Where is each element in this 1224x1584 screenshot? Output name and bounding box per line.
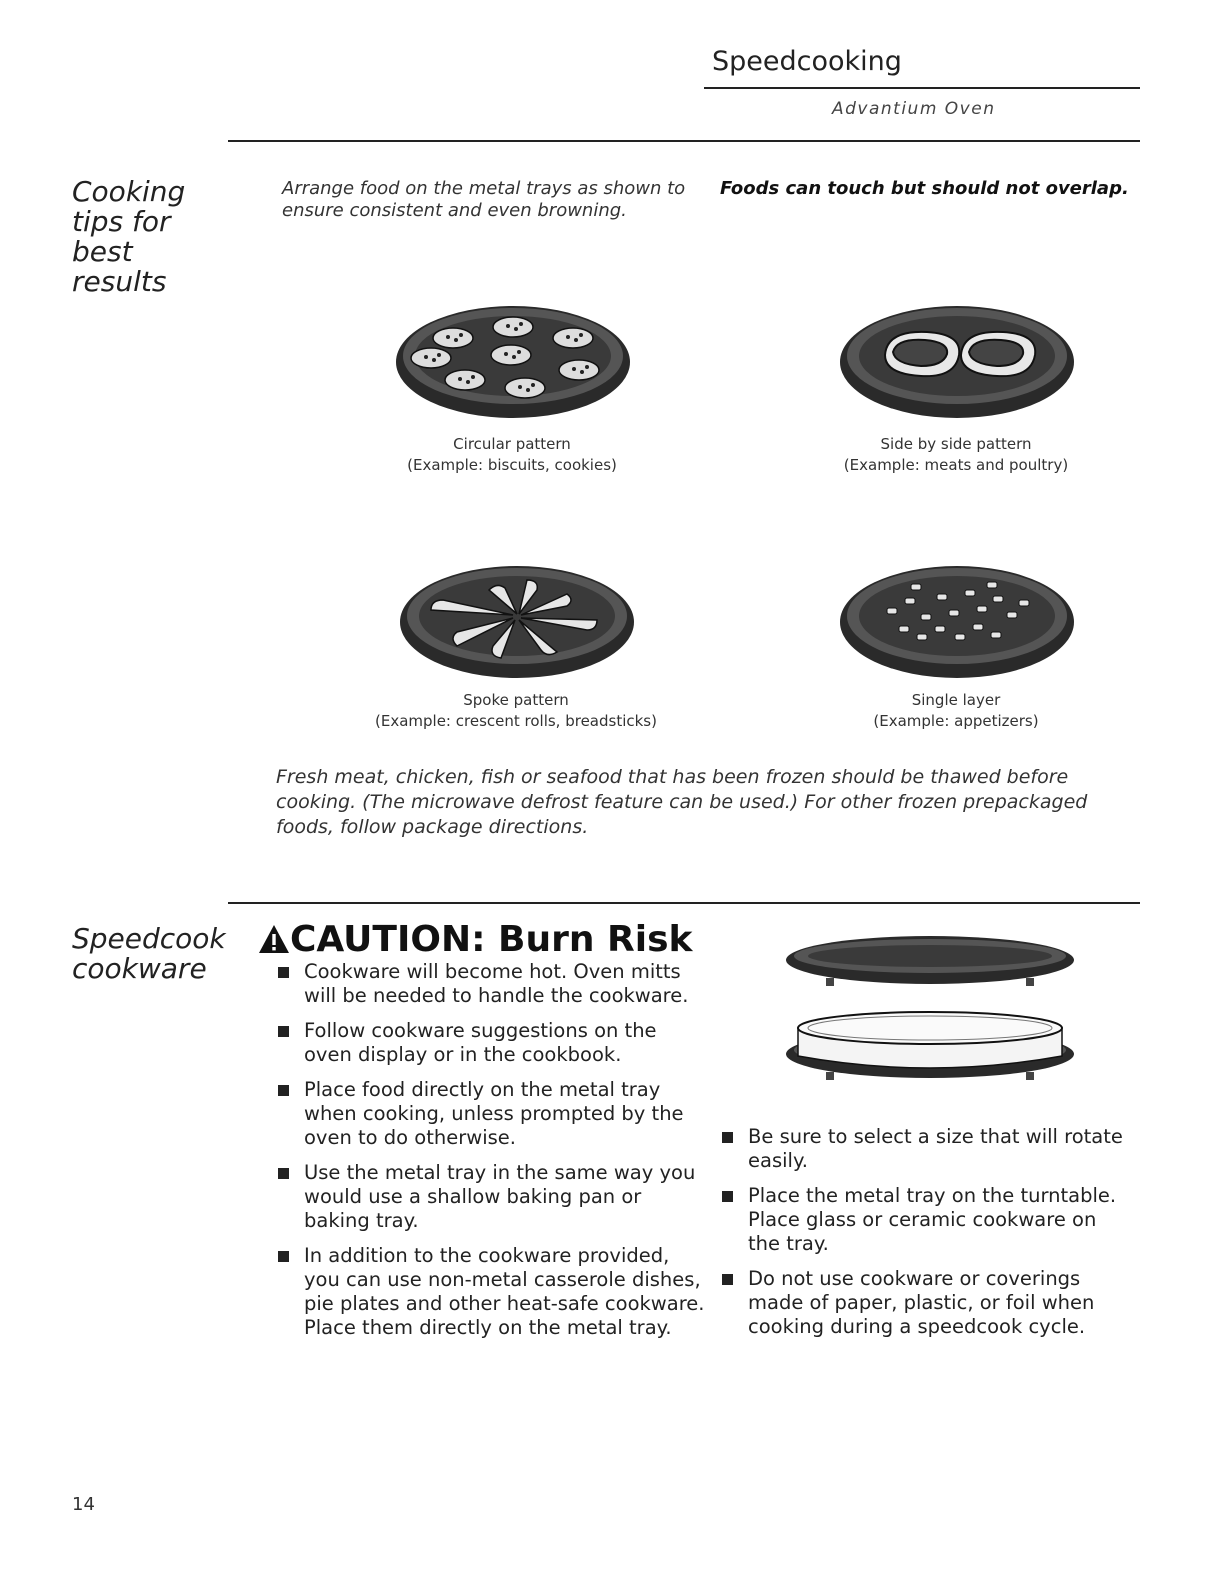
circular-pattern-caption xyxy=(352,434,672,476)
spoke-pattern-tray-illustration xyxy=(397,560,637,682)
square-bullet-icon xyxy=(278,967,289,978)
list-item xyxy=(276,1161,706,1233)
list-item xyxy=(276,1078,706,1150)
list-item-text: Do not use cookware or coverings made of paper, plastic, or foil when cooking during a speedcook cycle. xyxy=(748,1267,1095,1338)
page-number: 14 xyxy=(72,1494,95,1515)
list-item xyxy=(720,1184,1130,1256)
list-item xyxy=(276,1244,706,1340)
thawing-note: Fresh meat, chicken, fish or seafood that has been frozen should be thawed before cooking. (The microwave defrost feature can be used.) For other frozen prepackaged foods, follow package directions. xyxy=(276,766,1088,838)
metal-tray-and-casserole-illustration xyxy=(782,930,1078,1090)
square-bullet-icon xyxy=(722,1274,733,1285)
list-item xyxy=(720,1267,1130,1339)
list-item-text: In addition to the cookware provided, you can use non-metal casserole dishes, pie plates and other heat-safe cookware. Place them directly on the metal tray. xyxy=(304,1244,705,1339)
single-layer-tray-illustration xyxy=(837,560,1077,682)
cookware-left-list xyxy=(276,960,706,1351)
list-item-text: Place food directly on the metal tray when cooking, unless prompted by the oven to do otherwise. xyxy=(304,1078,684,1149)
side-by-side-caption xyxy=(796,434,1116,476)
square-bullet-icon xyxy=(278,1251,289,1262)
section-divider-top xyxy=(228,140,1140,142)
pattern-name: Spoke pattern xyxy=(463,691,569,709)
list-item xyxy=(720,1125,1130,1173)
side-by-side-tray-illustration xyxy=(837,300,1077,420)
caution-text: Burn Risk xyxy=(498,919,693,960)
list-item xyxy=(276,960,706,1008)
list-item-text: Place the metal tray on the turntable. Place glass or ceramic cookware on the tray. xyxy=(748,1184,1117,1255)
header-short-rule xyxy=(704,87,1140,89)
single-layer-caption xyxy=(796,690,1116,732)
subtitle: Advantium Oven xyxy=(832,99,996,119)
list-item-text: Follow cookware suggestions on the oven display or in the cookbook. xyxy=(304,1019,657,1066)
list-item-text: Be sure to select a size that will rotate easily. xyxy=(748,1125,1123,1172)
list-item-text: Use the metal tray in the same way you would use a shallow baking pan or baking tray. xyxy=(304,1161,696,1232)
list-item xyxy=(276,1019,706,1067)
cookware-right-list xyxy=(720,1125,1130,1350)
speedcook-cookware-title: Speedcook cookware xyxy=(72,922,226,985)
tips-intro: Arrange food on the metal trays as shown to ensure consistent and even browning. xyxy=(282,178,686,221)
section-title: Speedcooking xyxy=(712,46,902,77)
warning-triangle-icon xyxy=(258,924,290,954)
pattern-example: (Example: meats and poultry) xyxy=(843,456,1069,474)
caution-label: CAUTION: xyxy=(290,919,486,960)
caution-heading xyxy=(258,918,692,962)
section-divider-cookware xyxy=(228,902,1140,904)
circular-pattern-tray-illustration xyxy=(393,300,633,420)
pattern-name: Circular pattern xyxy=(453,435,571,453)
tips-emphasis: Foods can touch but should not overlap. xyxy=(720,178,1129,199)
pattern-example: (Example: appetizers) xyxy=(873,712,1039,730)
pattern-example: (Example: crescent rolls, breadsticks) xyxy=(375,712,657,730)
pattern-name: Side by side pattern xyxy=(880,435,1032,453)
square-bullet-icon xyxy=(278,1168,289,1179)
pattern-example: (Example: biscuits, cookies) xyxy=(407,456,617,474)
pattern-name: Single layer xyxy=(911,691,1001,709)
square-bullet-icon xyxy=(722,1132,733,1143)
list-item-text: Cookware will become hot. Oven mitts will be needed to handle the cookware. xyxy=(304,960,689,1007)
square-bullet-icon xyxy=(722,1191,733,1202)
spoke-pattern-caption xyxy=(336,690,696,732)
square-bullet-icon xyxy=(278,1085,289,1096)
square-bullet-icon xyxy=(278,1026,289,1037)
cooking-tips-title: Cooking tips for best results xyxy=(72,175,186,298)
